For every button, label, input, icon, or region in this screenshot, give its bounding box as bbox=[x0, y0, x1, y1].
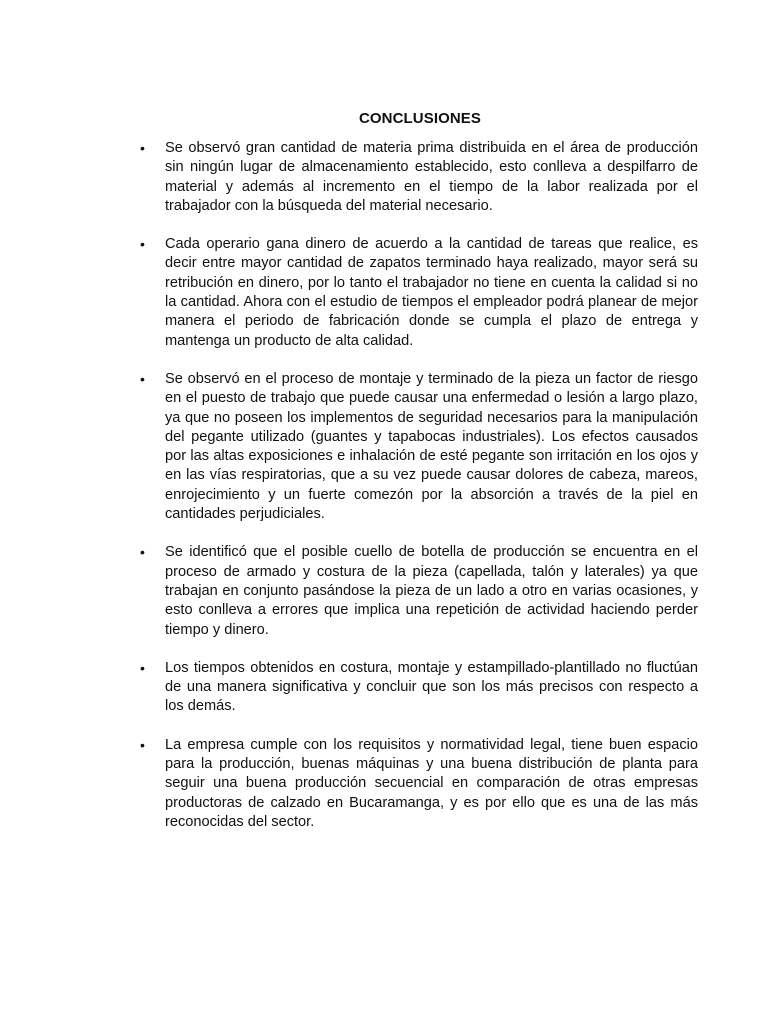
bullet-icon: • bbox=[140, 544, 145, 561]
bullet-icon: • bbox=[140, 236, 145, 253]
list-item bbox=[140, 235, 698, 351]
list-item-text: Cada operario gana dinero de acuerdo a la cantidad de tareas que realice, es decir entre mayor cantidad de zapatos terminado haya realizado, mayor será su retribución en dinero, por lo tanto el trabajador no tiene en cuenta la calidad si no la cantidad. Ahora con el estudio de tiempos el empleador podrá planear de mejor manera el periodo de fabricación donde se cumpla el plazo de entrega y mantenga un producto de alta calidad. bbox=[165, 236, 698, 349]
bullet-icon: • bbox=[140, 140, 145, 156]
list-item bbox=[140, 370, 698, 524]
list-item bbox=[140, 659, 698, 717]
list-item-text: Se identificó que el posible cuello de botella de producción se encuentra en el proceso de armado y costura de la pieza (capellada, talón y laterales) ya que trabajan en conjunto pasándose la pieza de un lado a otro en varias ocasiones, y esto conlleva a errores que implica una repetición de actividad haciendo perder tiempo y dinero. bbox=[165, 544, 698, 638]
list-item bbox=[140, 139, 698, 216]
list-item-text: Se observó en el proceso de montaje y terminado de la pieza un factor de riesgo en el puesto de trabajo que puede causar una enfermedad o lesión a largo plazo, ya que no poseen los implementos de seguridad necesarios para la manipulación del pegante utilizado (guantes y tapabocas industriales). Los efectos causados por las altas exposiciones e inhalación de esté pegante son irritación en los ojos y en las vías respiratorias, que a su vez puede causar dolores de cabeza, mareos, enrojecimiento y un fuerte comezón por la absorción a través de la piel en cantidades perjudiciales. bbox=[165, 370, 698, 523]
list-item-text: La empresa cumple con los requisitos y normatividad legal, tiene buen espacio para la producción, buenas máquinas y una buena distribución de planta para seguir una buena producción secuencial en comparación de otras empresas productoras de calzado en Bucaramanga, y es por ello que es una de las más reconocidas del sector. bbox=[165, 736, 698, 830]
list-item bbox=[140, 543, 698, 639]
list-item bbox=[140, 736, 698, 832]
page-title: CONCLUSIONES bbox=[358, 110, 482, 127]
bullet-icon: • bbox=[140, 659, 145, 676]
bullet-icon: • bbox=[140, 736, 145, 753]
list-item-text: Se observó gran cantidad de materia prima distribuida en el área de producción sin ningún lugar de almacenamiento establecido, esto conlleva a despilfarro de material y además al incremento en el tiempo de la labor realizada por el trabajador con la búsqueda del material necesario. bbox=[165, 140, 698, 214]
conclusions-list bbox=[140, 139, 698, 851]
list-item-text: Los tiempos obtenidos en costura, montaje y estampillado-plantillado no fluctúan de una manera significativa y concluir que son los más precisos con respecto a los demás. bbox=[165, 659, 698, 715]
bullet-icon: • bbox=[140, 370, 145, 387]
